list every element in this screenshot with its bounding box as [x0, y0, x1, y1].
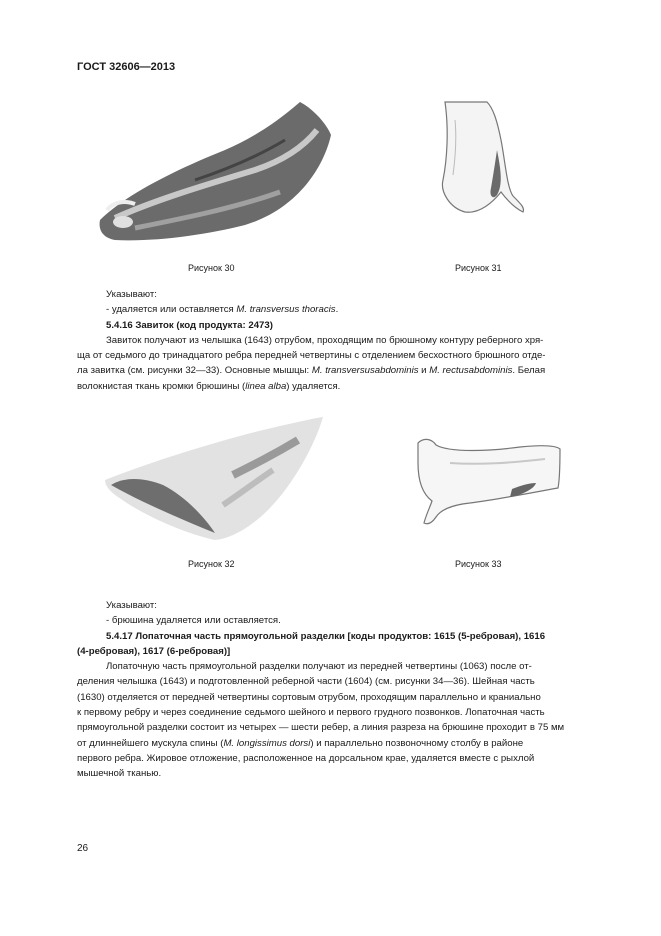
paragraph-line: к первому ребру и через соединение седьмого шейного и первого грудного позвонков. Лопаточная часть — [77, 707, 545, 719]
note-block-1 — [77, 287, 585, 394]
paragraph-line — [77, 736, 585, 751]
note-item-end: . — [335, 304, 339, 316]
paragraph-line: прямоугольной разделки состоит из четырех — шести ребер, а линия разреза на брюшине проходит в 75 мм — [77, 722, 565, 734]
paragraph-line: деления челышка (1643) и подготовленной реберной части (1604) (см. рисунки 34—36). Шейная часть — [77, 676, 535, 688]
paragraph-line — [77, 379, 585, 394]
figure-30-caption: Рисунок 30 — [188, 263, 235, 273]
text-run: и — [418, 365, 430, 377]
paragraph-line: ща от седьмого до тринадцатого ребра передней четвертины с отделением бесхостного брюшного отде- — [77, 350, 546, 362]
section-5-4-16-heading: 5.4.16 Завиток (код продукта: 2473) — [106, 319, 273, 331]
figure-33-caption: Рисунок 33 — [455, 559, 502, 569]
figure-32-caption: Рисунок 32 — [188, 559, 235, 569]
latin-term: linea alba — [245, 380, 287, 392]
figure-31-caption: Рисунок 31 — [455, 263, 502, 273]
page-number: 26 — [77, 843, 89, 854]
figure-30-image — [95, 100, 335, 245]
text-run: ) удаляется. — [286, 380, 341, 392]
note-item-text: - удаляется или оставляется — [106, 304, 237, 316]
document-header: ГОСТ 32606—2013 — [77, 61, 176, 73]
section-5-4-17-heading: 5.4.17 Лопаточная часть прямоугольной разделки [коды продуктов: 1615 (5-ребровая), 1616 — [106, 630, 546, 642]
paragraph-line: первого ребра. Жировое отложение, расположенное на дорсальном крае, удаляется вместе с рыхлой — [77, 752, 535, 764]
note-item: - брюшина удаляется или оставляется. — [106, 615, 281, 627]
muscle-name: M. rectusabdominis — [429, 365, 513, 377]
paragraph-line: Завиток получают из челышка (1643) отрубом, проходящим по брюшному контуру реберного хря- — [106, 334, 544, 346]
note-label: Указывают: — [106, 289, 157, 300]
paragraph-line: Лопаточную часть прямоугольной разделки получают из передней четвертины (1063) после от- — [106, 661, 532, 673]
figure-33-image — [410, 433, 565, 528]
paragraph-line — [77, 363, 585, 378]
note-block-2 — [77, 598, 585, 782]
text-run: от длиннейшего мускула спины ( — [77, 737, 224, 749]
figure-32-image — [103, 415, 328, 545]
note-item — [77, 302, 585, 317]
note-label: Указывают: — [106, 600, 157, 611]
paragraph-line: (1630) отделяется от передней четвертины сортовым отрубом, проходящим параллельно и краниально — [77, 691, 541, 703]
text-run: ла завитка (см. рисунки 32—33). Основные мышцы: — [77, 365, 312, 377]
muscle-name: M. transversus thoracis — [236, 304, 336, 316]
paragraph-line: мышечной тканью. — [77, 768, 162, 780]
text-run: волокнистая ткань кромки брюшины ( — [77, 380, 246, 392]
text-run: ) и параллельно позвоночному столбу в районе — [310, 737, 524, 749]
text-run: . Белая — [512, 365, 546, 377]
section-5-4-17-heading-cont: (4-ребровая), 1617 (6-ребровая)] — [77, 645, 231, 657]
muscle-name: M. longissimus dorsi — [223, 737, 311, 749]
figure-31-image — [435, 100, 530, 220]
muscle-name: M. transversusabdominis — [311, 365, 419, 377]
